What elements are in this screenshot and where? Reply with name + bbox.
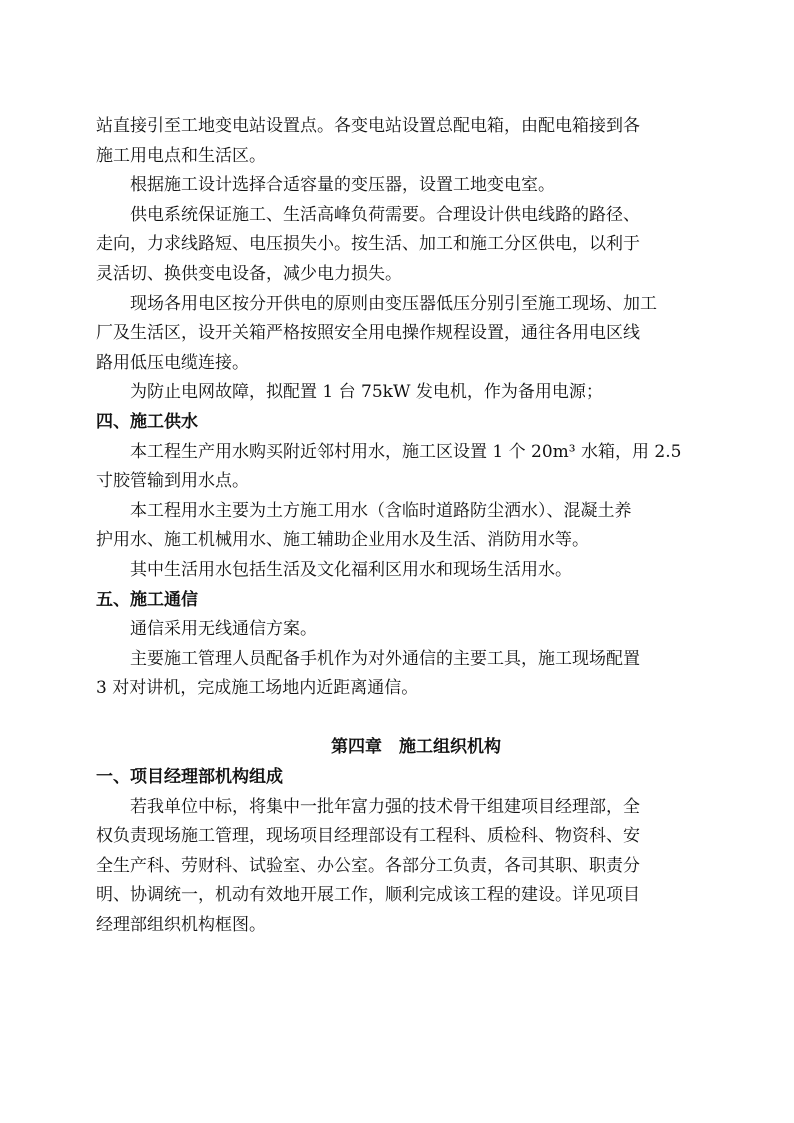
- chapter-title: 第四章 施工组织机构: [331, 737, 501, 758]
- paragraph-line: 若我单位中标，将集中一批年富力强的技术骨干组建项目经理部，全: [130, 796, 640, 817]
- paragraph-line: 站直接引至工地变电站设置点。各变电站设置总配电箱，由配电箱接到各: [96, 116, 640, 136]
- paragraph-line: 走向，力求线路短、电压损失小。按生活、加工和施工分区供电，以利于: [96, 234, 640, 255]
- paragraph-line: 路用低压电缆连接。: [96, 352, 249, 373]
- paragraph-line: 全生产科、劳财科、试验室、办公室。各部分工负责，各司其职、职责分: [96, 855, 640, 876]
- paragraph-line: 灵活切、换供变电设备，减少电力损失。: [96, 263, 402, 284]
- paragraph-line: 3 对对讲机，完成施工场地内近距离通信。: [96, 678, 419, 699]
- paragraph-line: 通信采用无线通信方案。: [130, 619, 317, 640]
- paragraph-line: 护用水、施工机械用水、施工辅助企业用水及生活、消防用水等。: [96, 530, 589, 551]
- paragraph-line: 其中生活用水包括生活及文化福利区用水和现场生活用水。: [130, 559, 572, 580]
- paragraph-line: 施工用电点和生活区。: [96, 145, 266, 166]
- paragraph-line: 经理部组织机构框图。: [96, 915, 266, 936]
- section-heading-water-supply: 四、施工供水: [96, 411, 198, 432]
- paragraph-line: 明、协调统一，机动有效地开展工作，顺利完成该工程的建设。详见项目: [96, 885, 640, 906]
- paragraph-line: 现场各用电区按分开供电的原则由变压器低压分别引至施工现场、加工: [130, 293, 657, 314]
- paragraph-line: 供电系统保证施工、生活高峰负荷需要。合理设计供电线路的路径、: [130, 204, 640, 225]
- paragraph-line: 权负责现场施工管理，现场项目经理部设有工程科、质检科、物资科、安: [96, 826, 640, 847]
- paragraph-line: 为防止电网故障，拟配置 1 台 75kW 发电机，作为备用电源；: [130, 382, 603, 403]
- section-heading-organization: 一、项目经理部机构组成: [96, 767, 283, 788]
- paragraph-line: 根据施工设计选择合适容量的变压器，设置工地变电室。: [130, 175, 555, 196]
- paragraph-line: 本工程用水主要为土方施工用水（含临时道路防尘洒水）、混凝土养: [130, 500, 632, 521]
- section-heading-communication: 五、施工通信: [96, 589, 198, 610]
- document-page: [96, 112, 716, 941]
- blank-line: [96, 704, 716, 734]
- paragraph-line: 寸胶管输到用水点。: [96, 471, 249, 492]
- paragraph-line: 本工程生产用水购买附近邻村用水，施工区设置 1 个 20m³ 水箱，用 2.5: [130, 441, 682, 462]
- paragraph-line: 主要施工管理人员配备手机作为对外通信的主要工具，施工现场配置: [130, 648, 640, 669]
- paragraph-line: 厂及生活区，设开关箱严格按照安全用电操作规程设置，通往各用电区线: [96, 323, 640, 344]
